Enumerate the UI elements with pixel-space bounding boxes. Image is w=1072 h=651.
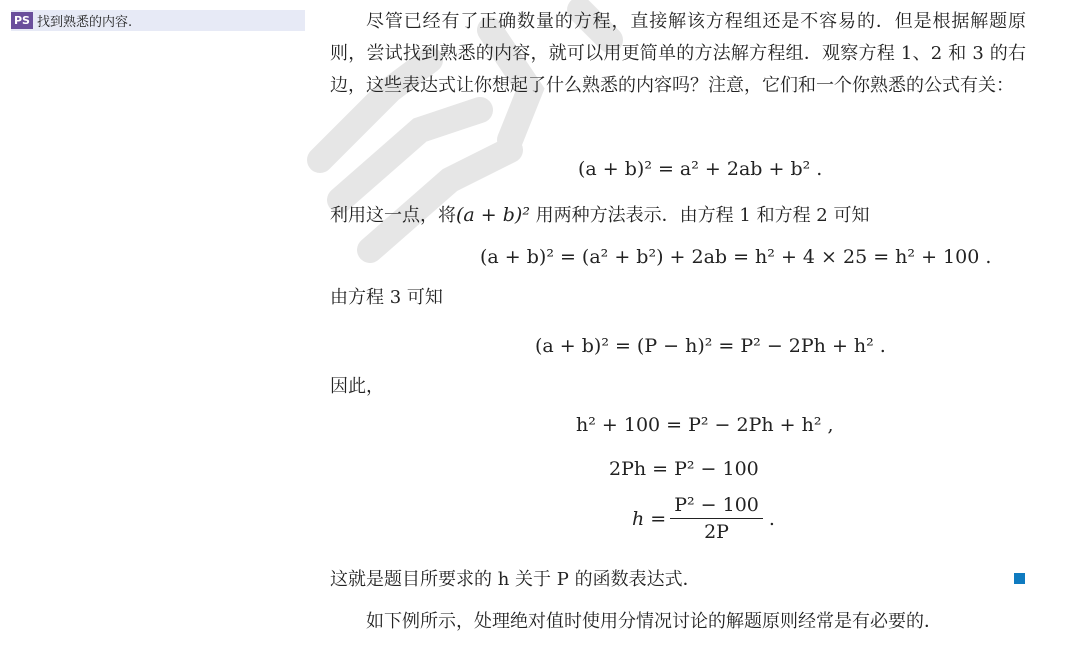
equation-from-3: (a + b)² = (P − h)² = P² − 2Ph + h² . [535,335,886,357]
equation-result [632,494,775,543]
equation-binomial-square: (a + b)² = a² + 2ab + b² . [578,158,823,180]
end-of-proof-mark [1014,573,1025,584]
use-this-text-b: 用两种方法表示．由方程 1 和方程 2 可知 [535,205,870,226]
inline-equation: (a + b)² [456,204,530,226]
therefore-text: 因此， [330,376,384,397]
result-numerator: P² − 100 [670,494,763,519]
from-eq3-text: 由方程 3 可知 [330,287,443,308]
result-fraction [670,494,763,543]
sidebar-note [11,10,305,31]
conclusion-text: 这就是题目所要求的 h 关于 P 的函数表达式． [330,569,701,590]
equation-step-2: 2Ph = P² − 100 [609,458,759,480]
ps-badge: PS [11,12,33,29]
equation-step-1: h² + 100 = P² − 2Ph + h² , [576,414,834,436]
result-period: . [768,507,775,530]
sidebar-note-text: 找到熟悉的内容. [36,15,133,30]
use-this-text-a: 利用这一点，将 [330,205,456,226]
intro-paragraph: 尽管已经有了正确数量的方程，直接解该方程组还是不容易的．但是根据解题原则，尝试找到熟悉的内容，就可以用更简单的方法解方程组．观察方程 1、2 和 3 的右边，这些表达式让你想起了什么熟悉的内容吗？注意，它们和一个你熟悉的公式有关： [330,11,1026,96]
use-this-line [330,201,869,227]
result-denominator: 2P [704,521,729,543]
next-example-text: 如下例所示，处理绝对值时使用分情况讨论的解题原则经常是有必要的． [366,611,942,632]
result-lhs: h = [632,507,667,530]
equation-from-1-and-2: (a + b)² = (a² + b²) + 2ab = h² + 4 × 25 = h² + 100 . [480,246,992,268]
